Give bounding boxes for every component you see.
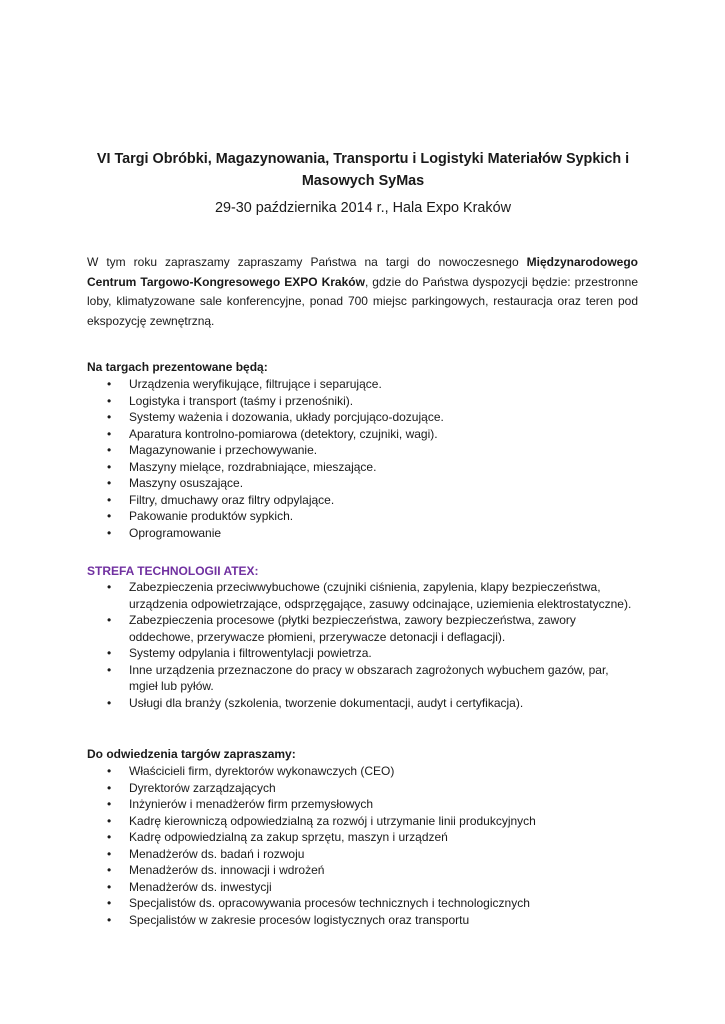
list-item-text: Specjalistów ds. opracowywania procesów technicznych i technologicznych bbox=[129, 896, 530, 910]
intro-venue-name: Międzynarodowego Centrum Targowo-Kongresowego EXPO Kraków bbox=[87, 255, 638, 289]
list-item bbox=[87, 879, 632, 896]
list-item bbox=[87, 763, 632, 780]
bullet-icon: • bbox=[107, 764, 112, 778]
list-item bbox=[87, 662, 632, 695]
bullet-icon: • bbox=[107, 896, 112, 910]
list-item-text: Właścicieli firm, dyrektorów wykonawczych (CEO) bbox=[129, 764, 395, 778]
list-item bbox=[87, 612, 632, 645]
list-item-text: Inne urządzenia przeznaczone do pracy w obszarach zagrożonych wybuchem gazów, par, mgieł lub pyłów. bbox=[129, 662, 609, 693]
bullet-icon: • bbox=[107, 830, 112, 844]
list-item bbox=[87, 645, 632, 662]
list-item bbox=[87, 376, 632, 393]
list-item bbox=[87, 409, 632, 426]
list-item bbox=[87, 813, 632, 830]
list-item bbox=[87, 426, 632, 443]
bullet-icon: • bbox=[107, 780, 112, 795]
list-item-text: Urządzenia weryfikujące, filtrujące i separujące. bbox=[129, 377, 382, 391]
bullet-icon: • bbox=[107, 662, 112, 677]
bullet-icon: • bbox=[107, 377, 112, 391]
bullet-icon: • bbox=[107, 492, 112, 507]
list-item-text: Menadżerów ds. badań i rozwoju bbox=[129, 846, 305, 861]
list-item-text: Menadżerów ds. innowacji i wdrożeń bbox=[129, 863, 325, 877]
bullet-icon: • bbox=[107, 443, 112, 457]
exhibits-heading: Na targach prezentowane będą: bbox=[87, 360, 268, 374]
exhibits-list bbox=[87, 376, 632, 541]
intro-text-2: , gdzie do Państwa dyspozycji będzie: przestronne loby, klimatyzowane sale konferencyjne, ponad 700 miejsc parkingowych, restauracja oraz teren pod ekspozycję zewnętrzną. bbox=[87, 274, 638, 328]
list-item bbox=[87, 579, 632, 612]
document-title: VI Targi Obróbki, Magazynowania, Transportu i Logistyki Materiałów Sypkich i Masowych SyMas bbox=[96, 151, 630, 189]
bullet-icon: • bbox=[107, 613, 112, 627]
list-item-text: Kadrę kierowniczą odpowiedzialną za rozwój i utrzymanie linii produkcyjnych bbox=[129, 813, 536, 828]
list-item bbox=[87, 393, 632, 410]
list-item bbox=[87, 829, 632, 846]
list-item-text: Inżynierów i menadżerów firm przemysłowych bbox=[129, 797, 374, 811]
bullet-icon: • bbox=[107, 863, 112, 877]
bullet-icon: • bbox=[107, 410, 112, 424]
list-item bbox=[87, 475, 632, 492]
list-item bbox=[87, 508, 632, 525]
list-item bbox=[87, 695, 632, 712]
event-date-location: 29-30 października 2014 r., Hala Expo Kraków bbox=[215, 200, 511, 216]
bullet-icon: • bbox=[107, 797, 112, 811]
visitors-heading: Do odwiedzenia targów zapraszamy: bbox=[87, 747, 296, 761]
list-item-text: Oprogramowanie bbox=[129, 525, 222, 540]
bullet-icon: • bbox=[107, 813, 112, 828]
bullet-icon: • bbox=[107, 509, 112, 523]
bullet-icon: • bbox=[107, 393, 112, 408]
list-item bbox=[87, 796, 632, 813]
list-item-text: Dyrektorów zarządzających bbox=[129, 780, 276, 795]
list-item-text: Specjalistów w zakresie procesów logistycznych oraz transportu bbox=[129, 912, 470, 927]
list-item-text: Magazynowanie i przechowywanie. bbox=[129, 443, 318, 457]
list-item bbox=[87, 846, 632, 863]
bullet-icon: • bbox=[107, 695, 112, 710]
list-item bbox=[87, 459, 632, 476]
bullet-icon: • bbox=[107, 912, 112, 927]
list-item-text: Aparatura kontrolno-pomiarowa (detektory, czujniki, wagi). bbox=[129, 426, 438, 441]
bullet-icon: • bbox=[107, 580, 112, 594]
list-item-text: Kadrę odpowiedzialną za zakup sprzętu, maszyn i urządzeń bbox=[129, 830, 448, 844]
bullet-icon: • bbox=[107, 426, 112, 441]
bullet-icon: • bbox=[107, 879, 112, 894]
list-item-text: Maszyny osuszające. bbox=[129, 476, 244, 490]
visitors-list bbox=[87, 763, 632, 928]
list-item-text: Filtry, dmuchawy oraz filtry odpylające. bbox=[129, 492, 335, 507]
list-item bbox=[87, 862, 632, 879]
bullet-icon: • bbox=[107, 846, 112, 861]
bullet-icon: • bbox=[107, 646, 112, 660]
list-item-text: Systemy odpylania i filtrowentylacji powietrza. bbox=[129, 646, 372, 660]
list-item bbox=[87, 525, 632, 542]
list-item-text: Logistyka i transport (taśmy i przenośniki). bbox=[129, 393, 354, 408]
list-item bbox=[87, 895, 632, 912]
bullet-icon: • bbox=[107, 476, 112, 490]
list-item-text: Pakowanie produktów sypkich. bbox=[129, 509, 294, 523]
list-item bbox=[87, 442, 632, 459]
intro-text-1: W tym roku zapraszamy zapraszamy Państwa na targi do nowoczesnego bbox=[87, 255, 527, 269]
bullet-icon: • bbox=[107, 459, 112, 474]
list-item-text: Zabezpieczenia przeciwwybuchowe (czujniki ciśnienia, zapylenia, klapy bezpieczeństwa, urządzenia odpowietrzające, odsprzęgające, zasuwy odcinające, uziemienia elektrostatyczne). bbox=[129, 580, 632, 611]
bullet-icon: • bbox=[107, 525, 112, 540]
intro-paragraph bbox=[87, 253, 638, 331]
list-item-text: Maszyny mielące, rozdrabniające, mieszające. bbox=[129, 459, 377, 474]
list-item bbox=[87, 912, 632, 929]
list-item bbox=[87, 780, 632, 797]
atex-list bbox=[87, 579, 632, 711]
list-item bbox=[87, 492, 632, 509]
list-item-text: Zabezpieczenia procesowe (płytki bezpieczeństwa, zawory bezpieczeństwa, zawory oddechowe, przerywacze płomieni, przerywacze detonacji i deflagacji). bbox=[129, 613, 576, 644]
list-item-text: Menadżerów ds. inwestycji bbox=[129, 879, 272, 894]
list-item-text: Systemy ważenia i dozowania, układy porcjująco-dozujące. bbox=[129, 410, 444, 424]
list-item-text: Usługi dla branży (szkolenia, tworzenie dokumentacji, audyt i certyfikacja). bbox=[129, 695, 524, 710]
atex-heading: STREFA TECHNOLOGII ATEX: bbox=[87, 564, 259, 578]
